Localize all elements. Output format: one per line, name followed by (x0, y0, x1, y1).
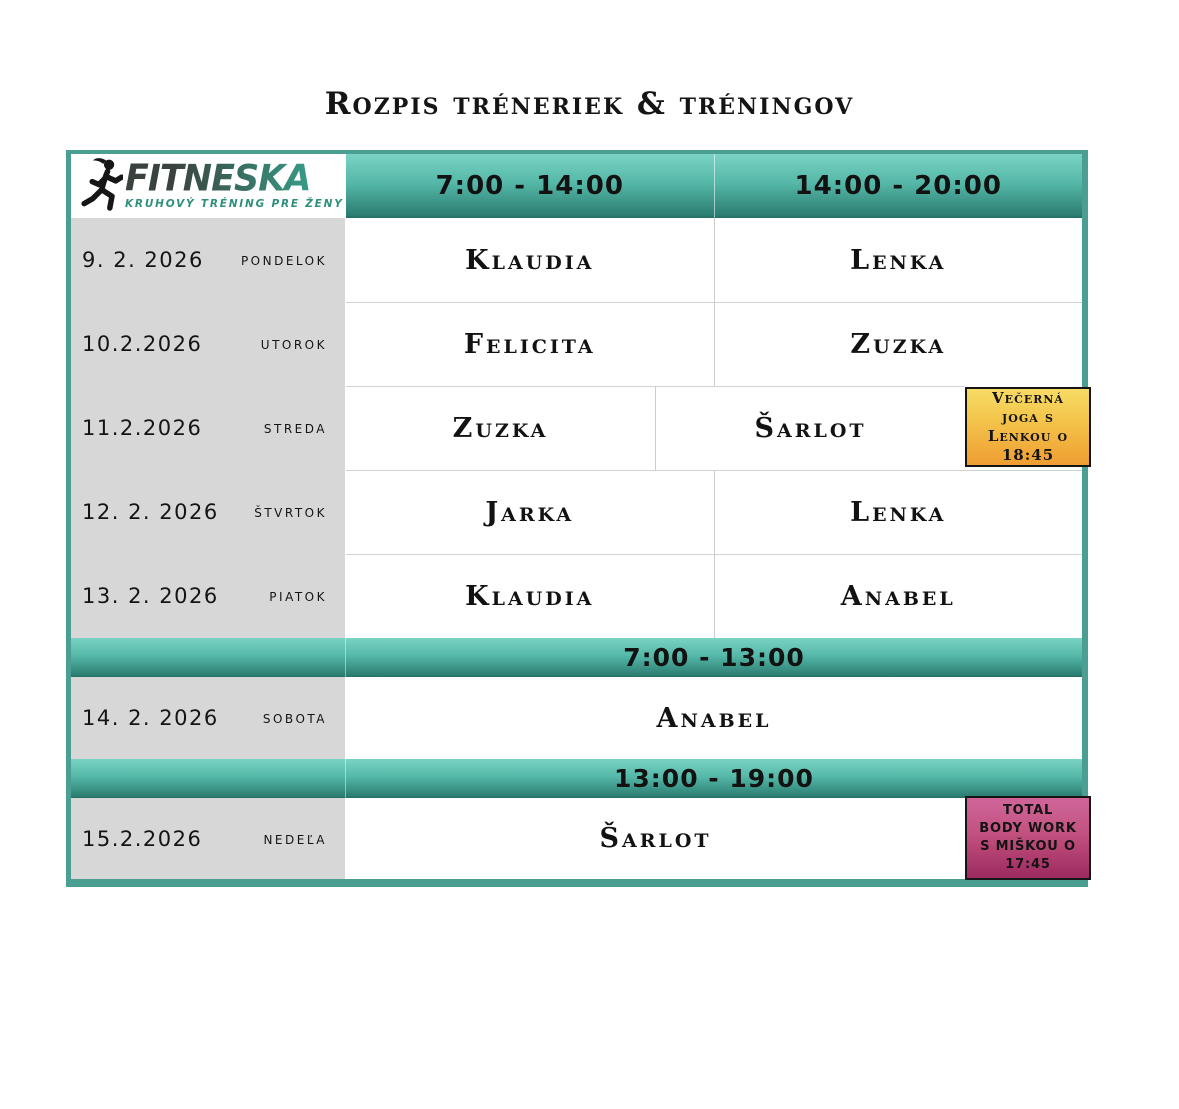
trainer-name: Šarlot (599, 823, 712, 854)
schedule-row-sobota (71, 677, 1082, 759)
trainer-cell-afternoon (714, 554, 1083, 638)
page-title: Rozpis tréneriek & tréningov (324, 86, 855, 122)
trainer-name: Zuzka (452, 413, 549, 444)
day-label: utorok (260, 334, 327, 354)
schedule-row-piatok (71, 554, 1082, 638)
trainer-cell-afternoon (714, 470, 1083, 554)
trainer-name: Lenka (850, 497, 947, 528)
schedule-table (66, 150, 1088, 887)
note-line: Lenkou o (987, 427, 1069, 445)
trainer-cell-fullday (346, 798, 965, 879)
trainer-name: Klaudia (465, 581, 595, 612)
trainer-name: Lenka (850, 244, 947, 276)
band-spacer (71, 638, 346, 677)
date-label: 11.2.2026 (82, 416, 203, 440)
schedule-row-pondelok (71, 218, 1082, 302)
note-line: 17:45 (1005, 857, 1051, 872)
date-label: 12. 2. 2026 (82, 500, 219, 524)
day-label: pondelok (240, 250, 327, 270)
date-label: 13. 2. 2026 (82, 584, 219, 608)
trainer-cell-morning (346, 470, 714, 554)
date-cell (71, 677, 346, 759)
time-header-band (346, 154, 1082, 218)
trainer-cell-morning (346, 218, 714, 302)
date-cell (71, 386, 346, 470)
trainer-cell-afternoon (714, 302, 1083, 386)
date-label: 9. 2. 2026 (82, 248, 204, 272)
trainer-cell-morning (346, 554, 714, 638)
brand-name: FITNESKA (125, 161, 344, 198)
running-woman-icon (79, 156, 123, 216)
trainer-name: Zuzka (850, 329, 947, 360)
trainer-name: Felicita (463, 329, 596, 360)
date-cell (71, 554, 346, 638)
day-label: streda (263, 418, 327, 438)
logo-text (125, 158, 344, 211)
day-label: štvrtok (254, 502, 327, 522)
day-label: piatok (269, 586, 327, 606)
date-cell (71, 302, 346, 386)
band-time-label: 13:00 - 19:00 (614, 764, 814, 793)
note-line: S MIŠKOU O (980, 839, 1076, 854)
band-time-label: 7:00 - 13:00 (623, 643, 805, 672)
trainer-name: Jarka (485, 497, 575, 528)
band-spacer (71, 759, 346, 798)
note-line: BODY WORK (979, 821, 1077, 836)
trainer-name: Anabel (656, 702, 772, 734)
note-box-total-body-work (965, 796, 1091, 880)
note-box-evening-yoga (965, 387, 1091, 467)
time-header-afternoon: 14:00 - 20:00 (714, 154, 1083, 218)
saturday-time-band (71, 638, 1082, 677)
header-row (71, 154, 1082, 218)
note-line: joga s (1002, 408, 1054, 426)
logo-cell (71, 154, 346, 218)
time-header-morning: 7:00 - 14:00 (435, 171, 624, 201)
sunday-time-band (71, 759, 1082, 798)
schedule-row-nedela (71, 798, 1082, 879)
trainer-cell-afternoon (714, 218, 1083, 302)
trainer-cell-morning (346, 386, 655, 470)
date-label: 15.2.2026 (82, 826, 203, 851)
trainer-name: Šarlot (754, 413, 867, 444)
date-label: 10.2.2026 (82, 332, 203, 356)
day-label: nedeľa (263, 828, 327, 849)
day-label: sobota (262, 708, 327, 728)
date-cell (71, 798, 346, 879)
schedule-row-stvrtok (71, 470, 1082, 554)
date-label: 14. 2. 2026 (82, 706, 219, 730)
schedule-row-streda (71, 386, 1082, 470)
note-line: Večerná (992, 389, 1064, 407)
trainer-cell-fullday (346, 677, 1082, 759)
trainer-cell-afternoon (655, 386, 965, 470)
schedule-row-utorok (71, 302, 1082, 386)
note-line: TOTAL (1002, 803, 1054, 818)
trainer-cell-morning (346, 302, 714, 386)
note-line: 18:45 (1001, 446, 1055, 464)
date-cell (71, 218, 346, 302)
date-cell (71, 470, 346, 554)
trainer-name: Anabel (840, 581, 956, 612)
trainer-name: Klaudia (465, 244, 595, 276)
brand-tagline: KRUHOVÝ TRÉNING PRE ŽENY (125, 198, 344, 211)
